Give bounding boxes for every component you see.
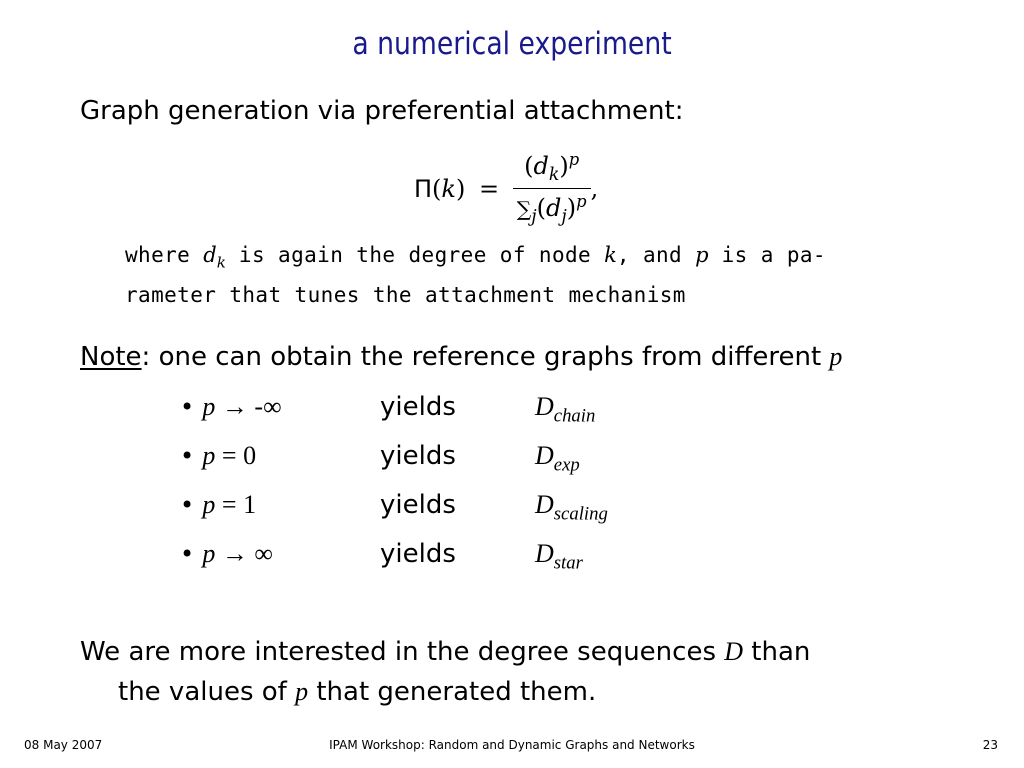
- formula-lhs: [414, 175, 505, 203]
- fraction-denominator: [513, 189, 591, 227]
- result-subscript: exp: [553, 454, 580, 476]
- den-close-paren: ): [566, 193, 577, 222]
- footer-page-number: 23: [982, 738, 998, 752]
- bullet-var: p: [202, 392, 216, 421]
- note-line: [80, 342, 842, 372]
- result-var: D: [535, 441, 554, 470]
- den-open-paren: (: [536, 193, 547, 222]
- bullet-result: [535, 392, 595, 428]
- bullet-relation: = 1: [215, 490, 257, 519]
- footer-event: IPAM Workshop: Random and Dynamic Graphs and Networks: [329, 738, 695, 752]
- slide-title: a numerical experiment: [352, 26, 672, 62]
- description-line-1: [125, 243, 826, 271]
- lhs-open-paren: (: [432, 174, 442, 203]
- result-subscript: star: [553, 552, 583, 574]
- bullet-item: [180, 539, 273, 569]
- bullet-relation: → ∞: [215, 539, 273, 568]
- closing-d-var: D: [724, 637, 744, 666]
- result-var: D: [535, 490, 554, 519]
- description-line-2: rameter that tunes the attachment mechanism: [125, 283, 686, 307]
- bullet-var: p: [202, 539, 216, 568]
- note-text: : one can obtain the reference graphs from different: [141, 342, 830, 372]
- formula-fraction: [513, 150, 591, 227]
- desc-text-d: is a pa-: [708, 243, 826, 267]
- num-open-paren: (: [524, 151, 534, 180]
- bullet-dot: •: [180, 491, 195, 519]
- lhs-close-paren: ): [455, 174, 466, 203]
- closing-text-c: the values of: [118, 677, 296, 707]
- closing-line-2: [118, 677, 596, 707]
- desc-k-var: k: [604, 243, 617, 267]
- bullet-item: [180, 392, 282, 422]
- lhs-var: k: [441, 174, 456, 203]
- bullet-relation: = 0: [215, 441, 257, 470]
- result-subscript: chain: [553, 405, 596, 427]
- result-var: D: [535, 539, 554, 568]
- pi-symbol: Π: [414, 174, 433, 203]
- den-subscript: j: [561, 207, 567, 228]
- num-var: d: [533, 151, 549, 180]
- closing-text-a: We are more interested in the degree sequences: [80, 637, 725, 667]
- bullet-result: [535, 539, 583, 575]
- desc-text-b: is again the degree of node: [225, 243, 605, 267]
- closing-line-1: [80, 637, 810, 667]
- bullet-relation: → -∞: [215, 392, 282, 421]
- desc-text-a: where: [125, 243, 204, 267]
- sum-symbol: ∑: [516, 196, 532, 221]
- equals-sign: =: [478, 174, 500, 203]
- closing-p-var: p: [295, 677, 309, 706]
- bullet-yields: yields: [380, 539, 456, 569]
- desc-dk-sub: k: [216, 253, 226, 272]
- num-exponent: p: [568, 150, 580, 169]
- bullet-item: [180, 441, 256, 471]
- bullet-yields: yields: [380, 441, 456, 471]
- desc-dk-var: d: [203, 243, 217, 267]
- bullet-var: p: [202, 490, 216, 519]
- closing-text-d: that generated them.: [308, 677, 597, 707]
- note-var: p: [829, 342, 843, 371]
- sum-index: j: [531, 207, 537, 228]
- bullet-dot: •: [180, 540, 195, 568]
- bullet-dot: •: [180, 393, 195, 421]
- formula-comma: ,: [590, 174, 599, 203]
- desc-p-var: p: [695, 243, 709, 267]
- intro-text: Graph generation via preferential attachment:: [80, 96, 684, 126]
- num-subscript: k: [548, 165, 560, 186]
- result-var: D: [535, 392, 554, 421]
- bullet-item: [180, 490, 256, 520]
- den-exponent: p: [576, 192, 587, 212]
- bullet-var: p: [202, 441, 216, 470]
- bullet-yields: yields: [380, 392, 456, 422]
- note-label: Note: [80, 342, 142, 372]
- attachment-formula: [414, 150, 598, 227]
- desc-text-c: , and: [616, 243, 696, 267]
- closing-text-b: than: [743, 637, 811, 667]
- fraction-numerator: [513, 150, 591, 189]
- bullet-result: [535, 441, 580, 477]
- bullet-dot: •: [180, 442, 195, 470]
- bullet-result: [535, 490, 608, 526]
- footer-date: 08 May 2007: [24, 738, 103, 752]
- den-var: d: [546, 193, 562, 222]
- bullet-yields: yields: [380, 490, 456, 520]
- num-close-paren: ): [559, 151, 569, 180]
- result-subscript: scaling: [553, 503, 608, 525]
